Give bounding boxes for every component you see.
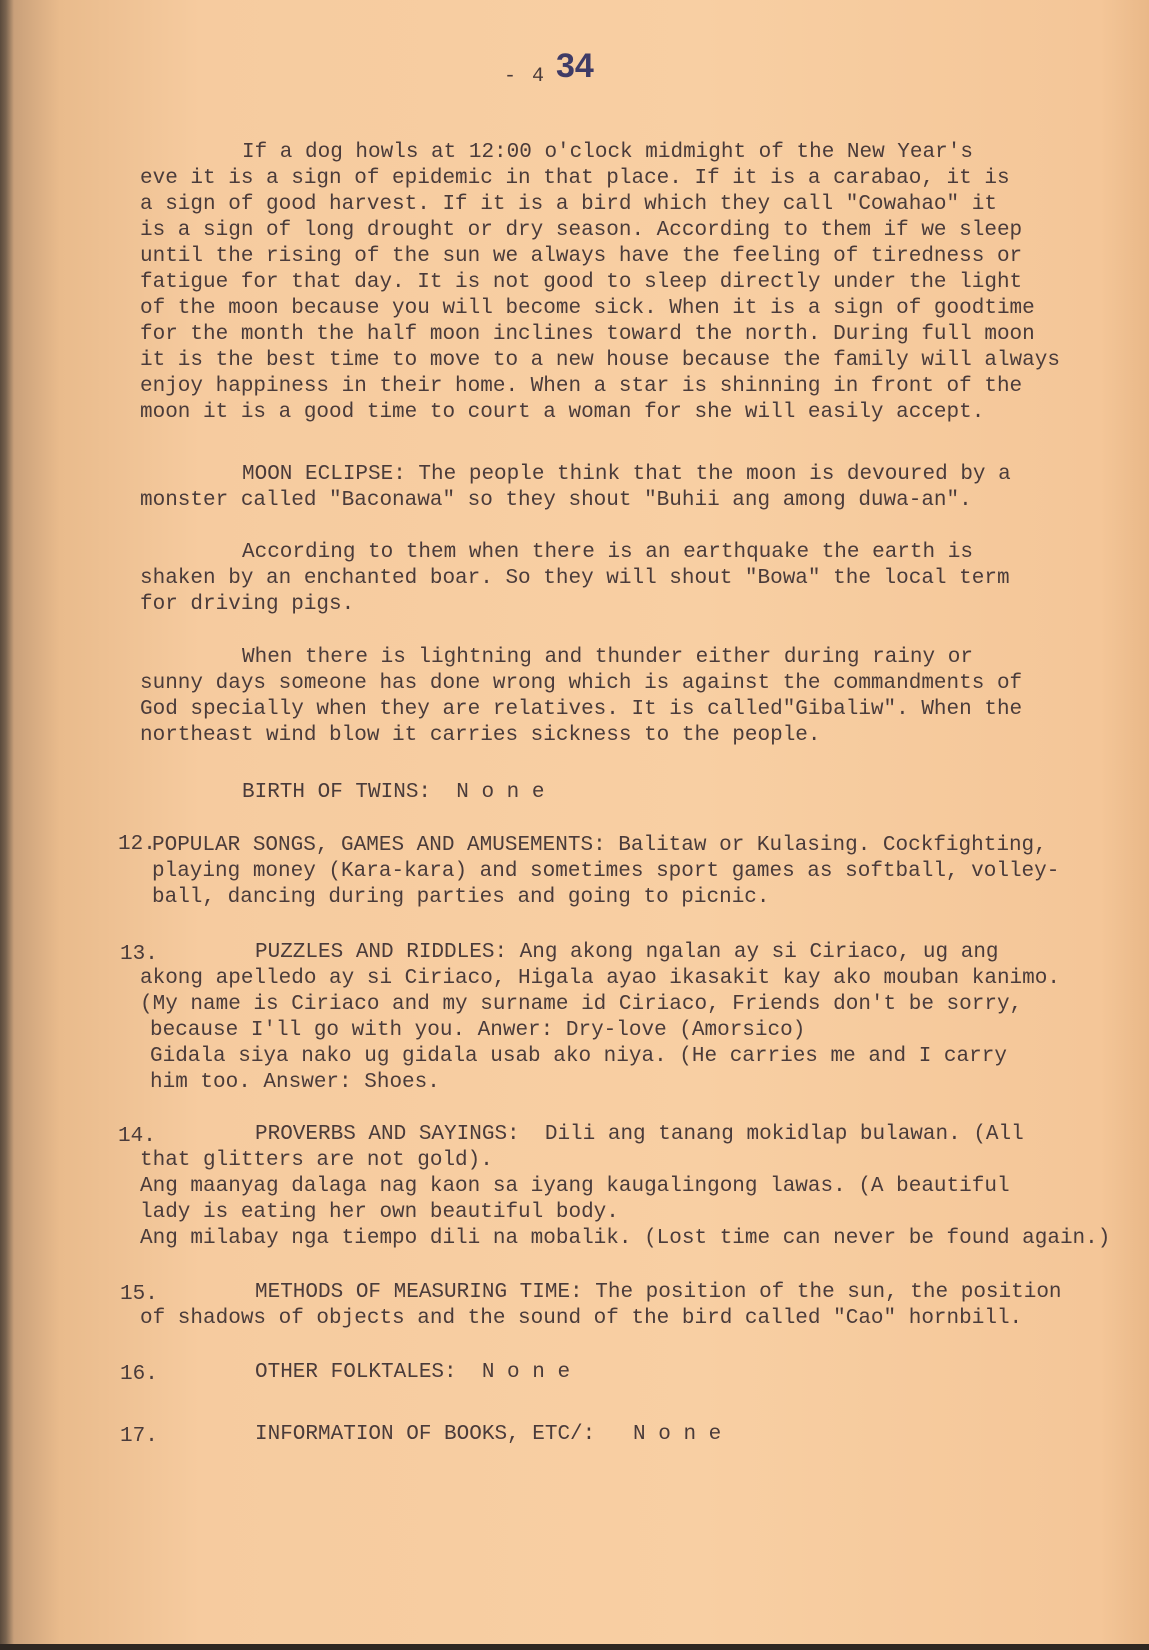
text-line: shaken by an enchanted boar. So they will shout "Bowa" the local term [140,567,1010,590]
text-line: northeast wind blow it carries sickness to the people. [140,724,821,747]
text-line: God specially when they are relatives. It is called"Gibaliw". When the [140,698,1023,721]
section-number: 12. [118,833,156,856]
section-number: 15. [120,1283,158,1306]
text-line: Ang maanyag dalaga nag kaon sa iyang kaugalingong lawas. (A beautiful [140,1175,1010,1198]
text-line: him too. Answer: Shoes. [150,1071,440,1094]
text-line: MOON ECLIPSE: The people think that the moon is devoured by a [242,463,1011,486]
page-number-handwritten: 34 [556,47,594,85]
text-line: (My name is Ciriaco and my surname id Ciriaco, Friends don't be sorry, [140,993,1023,1016]
text-line: sunny days someone has done wrong which is against the commandments of [140,672,1023,695]
section-number: 16. [120,1363,158,1386]
text-line: moon it is a good time to court a woman for she will easily accept. [140,401,985,424]
text-line: that glitters are not gold). [140,1149,493,1172]
section-number: 13. [120,943,158,966]
text-line: for driving pigs. [140,593,355,616]
text-line: is a sign of long drought or dry season. According to them if we sleep [140,219,1023,242]
text-line: Gidala siya nako ug gidala usab ako niya. (He carries me and I carry [150,1045,1007,1068]
text-line: playing money (Kara-kara) and sometimes sport games as softball, volley- [152,860,1060,883]
section-number: 14. [118,1125,156,1148]
text-line: Ang milabay nga tiempo dili na mobalik. (Lost time can never be found again.) [140,1227,1111,1250]
text-line: because I'll go with you. Anwer: Dry-love (Amorsico) [150,1019,806,1042]
text-line: enjoy happiness in their home. When a star is shinning in front of the [140,375,1023,398]
text-line: of the moon because you will become sick. When it is a sign of goodtime [140,297,1035,320]
text-line: PUZZLES AND RIDDLES: Ang akong ngalan ay si Ciriaco, ug ang [255,941,999,964]
text-line: When there is lightning and thunder either during rainy or [242,646,973,669]
text-line: PROVERBS AND SAYINGS: Dili ang tanang mokidlap bulawan. (All [255,1123,1024,1146]
text-line: POPULAR SONGS, GAMES AND AMUSEMENTS: Balitaw or Kulasing. Cockfighting, [152,834,1047,857]
text-line: If a dog howls at 12:00 o'clock midmight of the New Year's [242,141,973,164]
page-number-typed: - 4 - [504,65,575,88]
text-line: until the rising of the sun we always have the feeling of tiredness or [140,245,1023,268]
text-line: eve it is a sign of epidemic in that place. If it is a carabao, it is [140,167,1010,190]
text-line: BIRTH OF TWINS: N o n e [242,781,545,804]
text-line: for the month the half moon inclines toward the north. During full moon [140,323,1035,346]
text-line: it is the best time to move to a new house because the family will always [140,349,1060,372]
text-line: monster called "Baconawa" so they shout "Buhii ang among duwa-an". [140,489,972,512]
text-line: METHODS OF MEASURING TIME: The position of the sun, the position [255,1281,1062,1304]
text-line: ball, dancing during parties and going to picnic. [152,886,770,909]
page-number [500,47,620,95]
text-line: a sign of good harvest. If it is a bird which they call "Cowahao" it [140,193,997,216]
text-line: of shadows of objects and the sound of the bird called "Cao" hornbill. [140,1307,1023,1330]
text-line: OTHER FOLKTALES: N o n e [255,1361,571,1384]
text-line: INFORMATION OF BOOKS, ETC/: N o n e [255,1423,722,1446]
text-line: lady is eating her own beautiful body. [140,1201,619,1224]
text-line: akong apelledo ay si Ciriaco, Higala ayao ikasakit kay ako mouban kanimo. [140,967,1060,990]
text-line: According to them when there is an earthquake the earth is [242,541,973,564]
text-line: fatigue for that day. It is not good to sleep directly under the light [140,271,1023,294]
section-number: 17. [120,1425,158,1448]
